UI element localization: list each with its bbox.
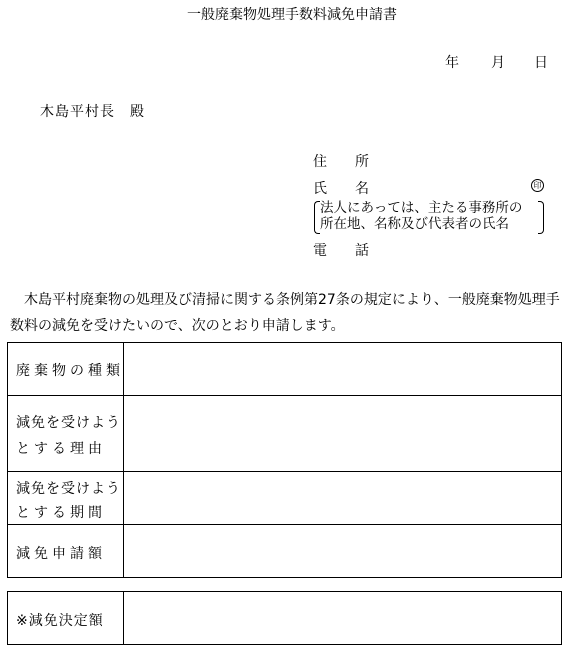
address-label: 住 所 [313, 154, 369, 170]
application-statement [10, 287, 582, 339]
decision-table [7, 591, 562, 645]
requested-amount-field[interactable] [124, 525, 561, 578]
application-table [7, 342, 562, 578]
table-row [8, 395, 561, 472]
name-label: 氏 名 [313, 181, 369, 197]
date-month-label: 月 [491, 55, 505, 71]
table-row [8, 592, 561, 644]
row-header-text: 減免申請額 [16, 546, 106, 562]
corporate-note-line1: 法人にあっては、主たる事務所の [320, 200, 523, 216]
corporate-note-line2: 所在地、名称及び代表者の氏名 [320, 216, 509, 232]
phone-label: 電 話 [313, 243, 369, 259]
row-header-text: とする期間 [16, 505, 106, 521]
row-header-text: 廃棄物の種類 [16, 363, 124, 379]
waste-type-field[interactable] [124, 343, 561, 395]
reduction-reason-field[interactable] [124, 396, 561, 472]
row-header [8, 472, 124, 525]
row-header-text: ※減免決定額 [16, 613, 104, 629]
row-header-text: 減免を受けよう [16, 481, 121, 497]
table-row [8, 343, 561, 395]
decided-amount-field[interactable] [124, 592, 561, 644]
note-bracket-right [538, 201, 544, 234]
table-row [8, 524, 561, 578]
row-header [8, 343, 124, 395]
row-header [8, 592, 124, 644]
table-row [8, 471, 561, 525]
addressee: 木島平村長 殿 [40, 104, 145, 120]
date-day-label: 日 [534, 55, 548, 71]
row-header-text: とする理由 [16, 441, 106, 457]
row-header [8, 525, 124, 578]
row-header [8, 396, 124, 472]
statement-line2: 数料の減免を受けたいので、次のとおり申請します。 [10, 318, 345, 334]
statement-line1: 木島平村廃棄物の処理及び清掃に関する条例第27条の規定により、一般廃棄物処理手 [10, 292, 560, 308]
reduction-period-field[interactable] [124, 472, 561, 525]
row-header-text: 減免を受けよう [16, 415, 121, 431]
date-year-label: 年 [445, 55, 459, 71]
seal-mark: 印 [531, 179, 544, 192]
document-title: 一般廃棄物処理手数料減免申請書 [187, 7, 397, 23]
